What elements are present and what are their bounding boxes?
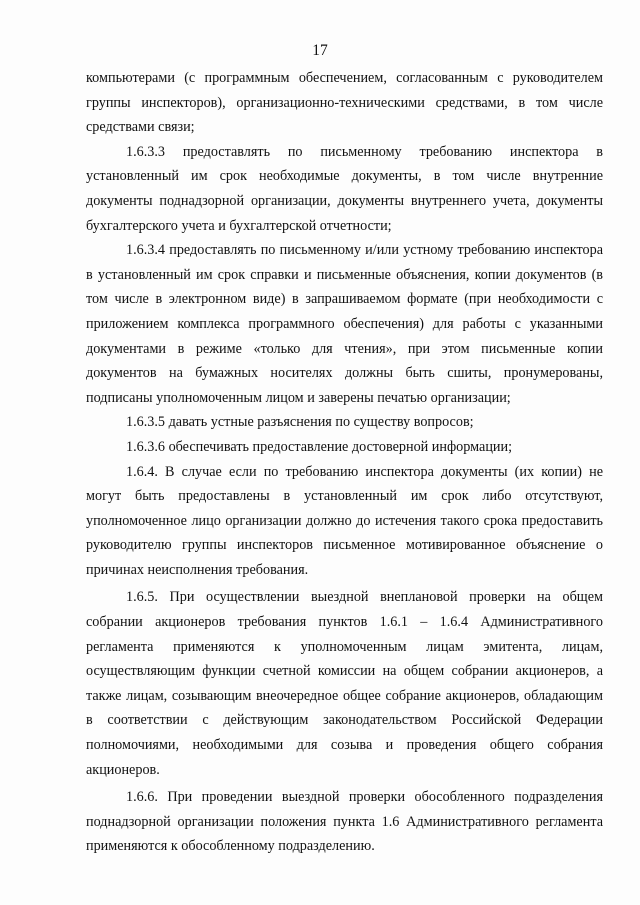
paragraph-1-6-3-4: 1.6.3.4 предоставлять по письменному и/или устному требованию инспектора в установленный им срок справки и письменные объяснения, копии документов (в том числе в электронном виде) в запрашиваемом формате (при необходимости с приложением комплекса программного обеспечения) для работы с указанными документами в режиме «только для чтения», при этом письменные копии документов на бумажных носителях должны быть сшиты, пронумерованы, подписаны уполномоченным лицом и заверены печатью организации;	[86, 242, 603, 406]
document-body	[86, 66, 603, 859]
paragraph-1-6-6: 1.6.6. При проведении выездной проверки обособленного подразделения поднадзорной организации положения пункта 1.6 Административного регламента применяются к обособленному подразделению.	[86, 789, 603, 855]
paragraph-continuation: компьютерами (с программным обеспечением, согласованным с руководителем группы инспекторов), организационно-техническими средствами, в том числе средствами связи;	[86, 70, 603, 136]
paragraph-1-6-3-3: 1.6.3.3 предоставлять по письменному требованию инспектора в установленный им срок необходимые документы, в том числе внутренние документы поднадзорной организации, документы внутреннего учета, документы бухгалтерского учета и бухгалтерской отчетности;	[86, 143, 603, 234]
page-number: 17	[312, 42, 328, 59]
paragraph-1-6-3-5: 1.6.3.5 давать устные разъяснения по существу вопросов;	[126, 414, 474, 431]
paragraph-1-6-5: 1.6.5. При осуществлении выездной внеплановой проверки на общем собрании акционеров требования пунктов 1.6.1 – 1.6.4 Административного регламента применяются к уполномоченным лицам эмитента, лицам, осуществляющим функции счетной комиссии на общем собрании акционеров, а также лицам, созывающим внеочередное общее собрание акционеров, обладающим в соответствии с действующим законодательством Российской Федерации полномочиями, необходимыми для созыва и проведения общего собрания акционеров.	[86, 589, 603, 778]
paragraph-1-6-4: 1.6.4. В случае если по требованию инспектора документы (их копии) не могут быть предоставлены в установленный им срок либо отсутствуют, уполномоченное лицо организации должно до истечения такого срока предоставить руководителю группы инспекторов письменное мотивированное объяснение о причинах неисполнения требования.	[86, 463, 603, 578]
paragraph-1-6-3-6: 1.6.3.6 обеспечивать предоставление достоверной информации;	[126, 438, 513, 455]
